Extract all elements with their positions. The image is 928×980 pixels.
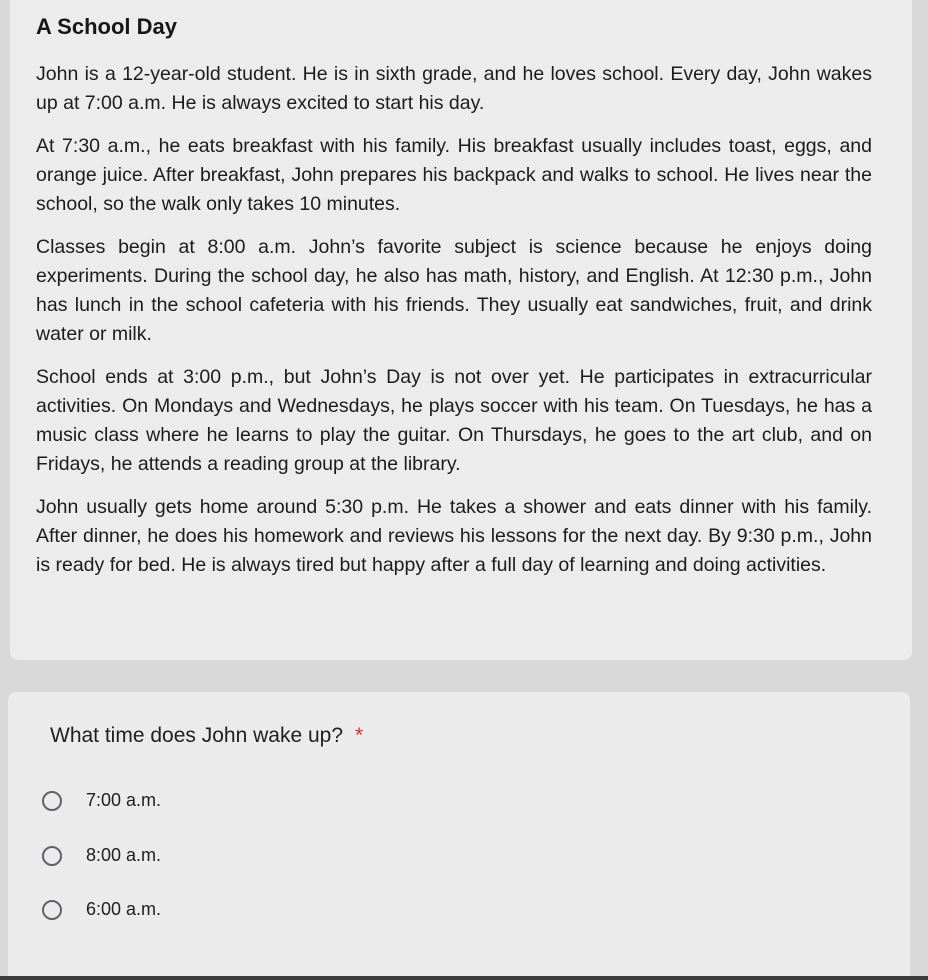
option-7am[interactable] xyxy=(42,790,161,811)
story-paragraph-1: John is a 12-year-old student. He is in sixth grade, and he loves school. Every day, John wakes up at 7:00 a.m. He is always excited to start his day. xyxy=(36,63,872,114)
option-label: 7:00 a.m. xyxy=(86,790,162,810)
option-label: 6:00 a.m. xyxy=(86,899,162,919)
story-paragraph-5: John usually gets home around 5:30 p.m. He takes a shower and eats dinner with his family. After dinner, he does his homework and reviews his lessons for the next day. By 9:30 p.m., John is ready for bed. He is always tired but happy after a full day of learning and doing activities. xyxy=(36,496,872,576)
required-asterisk: * xyxy=(355,724,364,747)
question-title xyxy=(50,724,363,748)
story-paragraph-3: Classes begin at 8:00 a.m. John’s favorite subject is science because he enjoys doing experiments. During the school day, he also has math, history, and English. At 12:30 p.m., John has lunch in the school cafeteria with his friends. They usually eat sandwiches, fruit, and drink water or milk. xyxy=(36,236,872,345)
question-text: What time does John wake up? xyxy=(50,724,343,747)
option-6am[interactable] xyxy=(42,899,161,920)
radio-circle-icon[interactable] xyxy=(42,900,62,920)
story-title: A School Day xyxy=(36,14,177,39)
radio-circle-icon[interactable] xyxy=(42,846,62,866)
option-8am[interactable] xyxy=(42,845,161,866)
bottom-edge xyxy=(0,976,928,980)
reading-passage-card xyxy=(10,0,912,660)
question-card xyxy=(8,692,910,980)
radio-circle-icon[interactable] xyxy=(42,791,62,811)
story-paragraph-4: School ends at 3:00 p.m., but John’s Day is not over yet. He participates in extracurricular activities. On Mondays and Wednesdays, he plays soccer with his team. On Tuesdays, he has a music class where he learns to play the guitar. On Thursdays, he goes to the art club, and on Fridays, he attends a reading group at the library. xyxy=(36,366,872,475)
story-paragraph-2: At 7:30 a.m., he eats breakfast with his family. His breakfast usually includes toast, eggs, and orange juice. After breakfast, John prepares his backpack and walks to school. He lives near the school, so the walk only takes 10 minutes. xyxy=(36,135,872,215)
option-label: 8:00 a.m. xyxy=(86,845,162,865)
